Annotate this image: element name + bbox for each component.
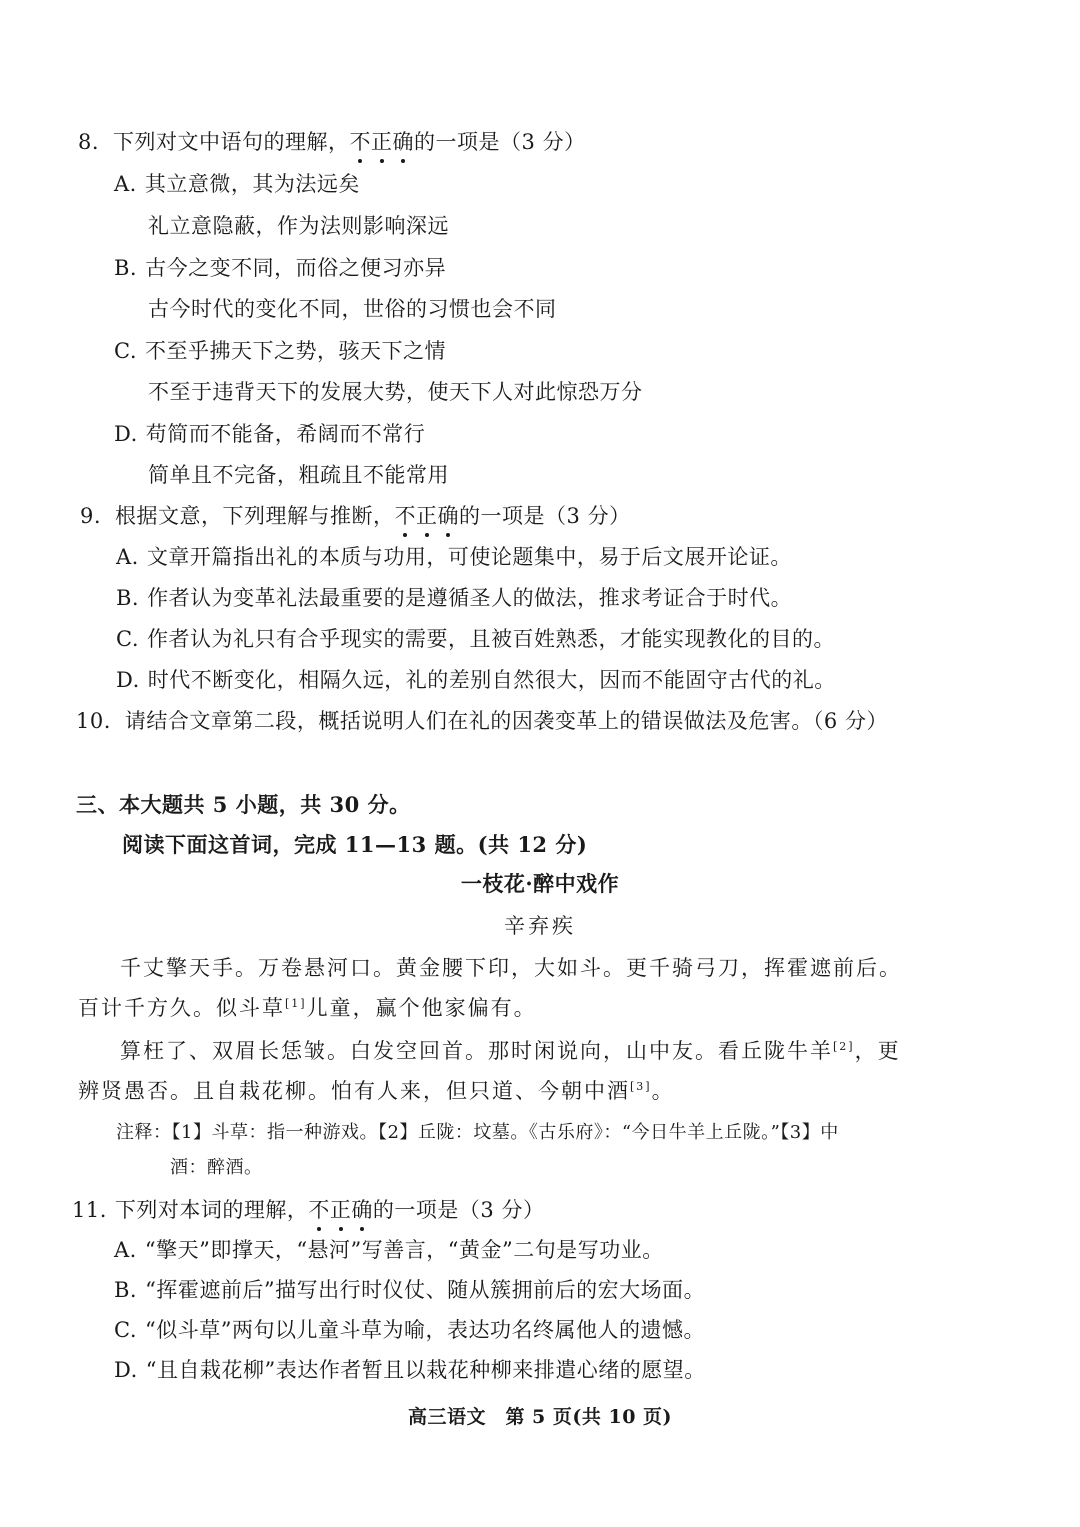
section-heading: 三、本大题共 5 小题，共 30 分。	[76, 792, 411, 817]
page-footer: 高三语文 第 5 页(共 10 页)	[407, 1406, 673, 1428]
q9-number: 9.	[80, 504, 102, 528]
emphasis-dot-char: 确	[351, 1198, 373, 1222]
emphasis-dot-char: 不	[308, 1198, 330, 1222]
q8-option-b: B. 古今之变不同，而俗之便习亦异	[114, 256, 447, 280]
emphasis-dot-char: 正	[371, 130, 393, 154]
q8-option-d-gloss: 简单且不完备，粗疏且不能常用	[148, 463, 449, 487]
poem-author: 辛弃疾	[504, 914, 576, 938]
q10: 10. 请结合文章第二段，概括说明人们在礼的因袭变革上的错误做法及危害。（6 分）	[76, 709, 888, 733]
poem-stanza1-line1: 千丈擎天手。万卷悬河口。黄金腰下印，大如斗。更千骑弓刀，挥霍遮前后。	[120, 956, 902, 980]
q8-option-b-gloss: 古今时代的变化不同，世俗的习惯也会不同	[148, 297, 557, 321]
q8-option-a: A. 其立意微，其为法远矣	[114, 172, 360, 196]
q11-stem: 11. 下列对本词的理解，不正确的一项是（3 分）	[72, 1198, 545, 1222]
q11-option-d: D. “且自栽花柳”表达作者暂且以栽花种柳来排遣心绪的愿望。	[114, 1358, 706, 1382]
poem-notes-line2: 酒：醉酒。	[170, 1157, 263, 1178]
q11-number: 11.	[72, 1198, 107, 1222]
emphasis-dot-char: 正	[416, 504, 438, 528]
q10-number: 10.	[76, 709, 111, 733]
q9-stem: 9. 根据文意，下列理解与推断，不正确的一项是（3 分）	[80, 504, 631, 528]
q8-option-c-gloss: 不至于违背天下的发展大势，使天下人对此惊恐万分	[148, 380, 643, 404]
q8-number: 8.	[78, 130, 100, 154]
q9-option-a: A. 文章开篇指出礼的本质与功用，可使论题集中，易于后文展开论证。	[116, 545, 792, 569]
poem-stanza2-line1: 算枉了、双眉长恁皱。白发空回首。那时闲说向，山中友。看丘陇牛羊[2]，更	[120, 1039, 901, 1063]
footnote-marker: [1]	[285, 997, 307, 1010]
q9-option-b: B. 作者认为变革礼法最重要的是遵循圣人的做法，推求考证合于时代。	[116, 586, 793, 610]
poem-stanza1-line2: 百计千方久。似斗草[1]儿童，赢个他家偏有。	[78, 996, 537, 1020]
emphasis-dot-char: 正	[329, 1198, 352, 1222]
poem-stanza2-line2: 辨贤愚否。且自栽花柳。怕有人来，但只道、今朝中酒[3]。	[78, 1079, 675, 1103]
footnote-marker: [3]	[630, 1080, 652, 1093]
emphasis-dot-char: 不	[394, 504, 417, 528]
q8-stem: 8. 下列对文中语句的理解，不正确的一项是（3 分）	[78, 130, 586, 154]
footnote-marker: [2]	[833, 1040, 855, 1053]
emphasis-dot-char: 不	[349, 130, 372, 154]
q8-option-d: D. 苟简而不能备，希阔而不常行	[114, 422, 426, 446]
q11-option-c: C. “似斗草”两句以儿童斗草为喻，表达功名终属他人的遗憾。	[114, 1318, 705, 1342]
q9-option-c: C. 作者认为礼只有合乎现实的需要，且被百姓熟悉，才能实现教化的目的。	[116, 627, 835, 651]
q8-option-c: C. 不至乎拂天下之势，骇天下之情	[114, 339, 446, 363]
q8-option-a-gloss: 礼立意隐蔽，作为法则影响深远	[148, 214, 449, 238]
poem-title: 一枝花·醉中戏作	[460, 871, 620, 896]
emphasis-dot-char: 确	[437, 504, 460, 528]
poem-notes-line1: 注释：【1】斗草：指一种游戏。【2】丘陇：坟墓。《古乐府》：“今日牛羊上丘陇。”【3】中	[116, 1122, 839, 1143]
q11-option-a: A. “擎天”即撑天，“悬河”写善言，“黄金”二句是写功业。	[114, 1238, 664, 1262]
emphasis-dot-char: 确	[392, 130, 415, 154]
q11-option-b: B. “挥霍遮前后”描写出行时仪仗、随从簇拥前后的宏大场面。	[114, 1278, 706, 1302]
q9-option-d: D. 时代不断变化，相隔久远，礼的差别自然很大，因而不能固守古代的礼。	[116, 668, 836, 692]
section-instruction: 阅读下面这首词，完成 11—13 题。(共 12 分)	[122, 832, 588, 857]
